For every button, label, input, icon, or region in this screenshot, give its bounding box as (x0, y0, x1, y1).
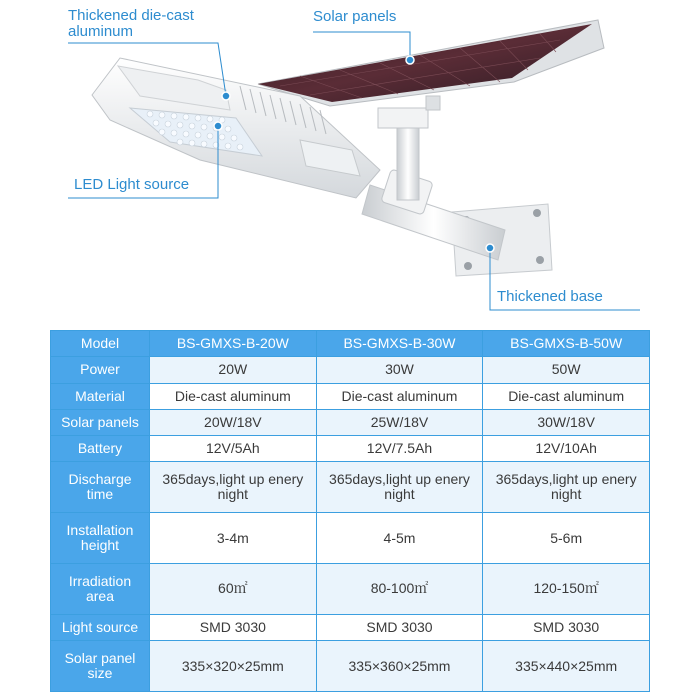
table-cell (316, 462, 483, 513)
row-label (51, 462, 150, 513)
row-label-line: time (86, 486, 114, 503)
row-label-line: size (87, 665, 113, 682)
callout-die-cast-line1: Thickened die-cast (68, 7, 194, 24)
table-row (51, 614, 650, 640)
row-label-line: Light source (61, 618, 139, 635)
table-cell-line: 365days,light up enery (329, 471, 470, 488)
row-label (51, 409, 150, 435)
table-row (51, 513, 650, 564)
row-label (51, 436, 150, 462)
row-label-line: Battery (77, 440, 123, 457)
table-cell: 335×440×25mm (483, 641, 650, 692)
callout-die-cast-line2: aluminum (68, 23, 134, 40)
table-cell: 25W/18V (316, 409, 483, 435)
table-cell (150, 462, 317, 513)
table-cell: 3-4m (150, 513, 317, 564)
row-label-line: Power (80, 361, 120, 378)
row-label-line: area (85, 587, 115, 604)
row-label (51, 383, 150, 409)
row-label (51, 614, 150, 640)
table-cell: SMD 3030 (316, 614, 483, 640)
table-row (51, 641, 650, 692)
street-light-illustration (0, 0, 700, 325)
table-cell: Die-cast aluminum (150, 383, 317, 409)
callout-solar-panels: Solar panels (313, 8, 397, 25)
row-label (51, 513, 150, 564)
callout-thickened-base: Thickened base (497, 288, 603, 305)
table-cell: Die-cast aluminum (483, 383, 650, 409)
table-cell: 335×320×25mm (150, 641, 317, 692)
row-label-line: height (80, 537, 120, 554)
table-cell-line: night (550, 486, 582, 503)
model-header: BS-GMXS-B-30W (316, 331, 483, 357)
table-cell: 12V/7.5Ah (316, 436, 483, 462)
table-cell: 5-6m (483, 513, 650, 564)
table-cell: 80-100㎡ (316, 563, 483, 614)
row-label: Model (51, 331, 150, 357)
table-header-row (51, 331, 650, 357)
table-cell-line: 365days,light up enery (162, 471, 304, 488)
row-label-line: Solar panel (64, 650, 136, 667)
row-label-line: Irradiation (68, 572, 132, 589)
row-label-line: Discharge (68, 471, 132, 488)
row-label-line: Installation (66, 522, 134, 539)
table-cell: 30W/18V (483, 409, 650, 435)
table-cell: 335×360×25mm (316, 641, 483, 692)
table-cell: 30W (316, 357, 483, 383)
row-label (51, 641, 150, 692)
table-row (51, 436, 650, 462)
row-label (51, 563, 150, 614)
row-label (51, 357, 150, 383)
table-cell: 60㎡ (150, 563, 317, 614)
solar-panel (258, 20, 604, 106)
model-header: BS-GMXS-B-20W (150, 331, 317, 357)
table-row (51, 409, 650, 435)
table-cell: SMD 3030 (483, 614, 650, 640)
model-header: BS-GMXS-B-50W (483, 331, 650, 357)
table-cell: Die-cast aluminum (316, 383, 483, 409)
table-cell-line: night (217, 486, 248, 503)
table-cell-line: 365days,light up enery (495, 471, 637, 488)
spec-table (50, 330, 650, 692)
callout-die-cast (68, 8, 194, 40)
table-cell: 120-150㎡ (483, 563, 650, 614)
table-cell: 20W/18V (150, 409, 317, 435)
callout-led-light-source: LED Light source (74, 176, 190, 193)
row-label-line: Solar panels (61, 413, 139, 430)
table-cell: 20W (150, 357, 317, 383)
table-cell (483, 462, 650, 513)
table-row (51, 357, 650, 383)
table-row (51, 563, 650, 614)
table-cell-line: night (384, 486, 415, 503)
table-cell: SMD 3030 (150, 614, 317, 640)
table-row (51, 383, 650, 409)
table-row (51, 462, 650, 513)
table-cell: 4-5m (316, 513, 483, 564)
row-label-line: Material (75, 387, 125, 404)
table-cell: 12V/10Ah (483, 436, 650, 462)
table-cell: 50W (483, 357, 650, 383)
table-cell: 12V/5Ah (150, 436, 317, 462)
